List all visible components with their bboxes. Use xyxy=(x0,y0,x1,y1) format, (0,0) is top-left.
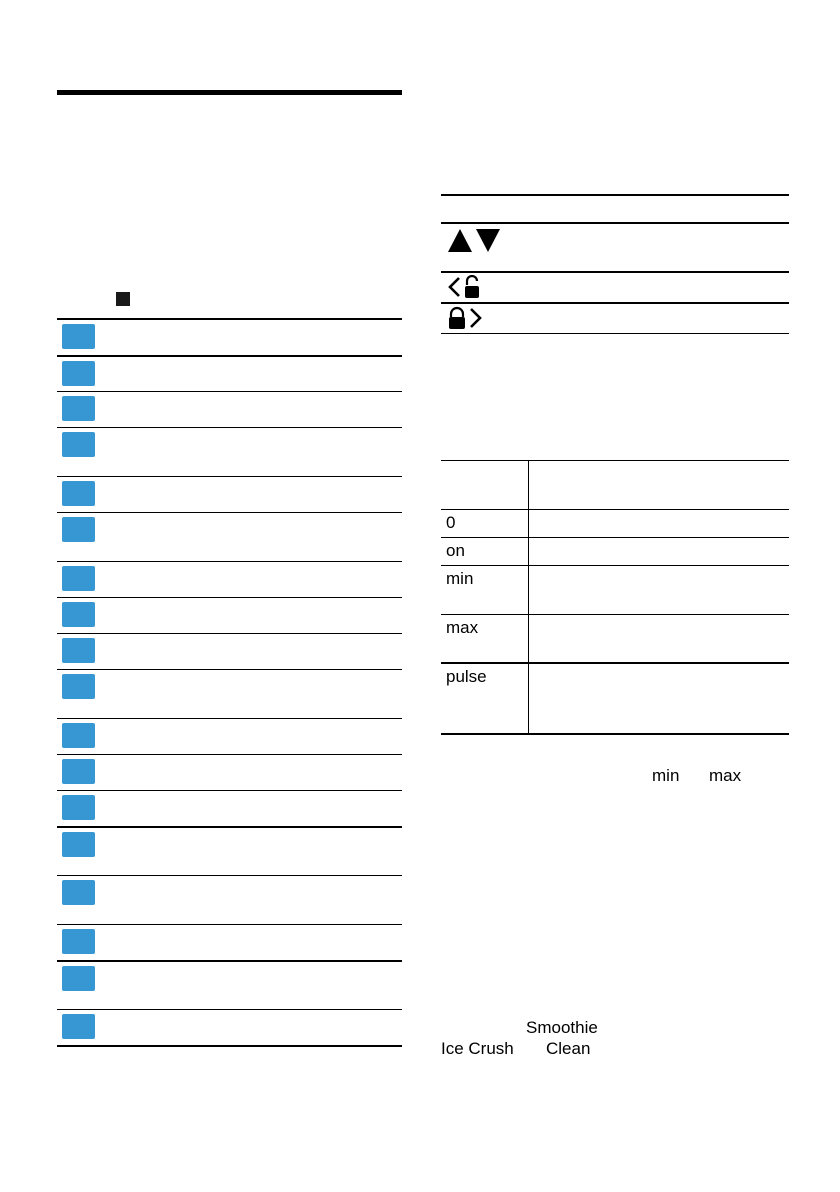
keyword-ice-crush: Ice Crush xyxy=(441,1039,514,1058)
number-badge xyxy=(62,481,95,506)
setting-term: max xyxy=(446,618,479,637)
table-row xyxy=(57,826,402,875)
table-row xyxy=(57,561,402,597)
table-row xyxy=(441,224,789,273)
setting-term: 0 xyxy=(446,513,456,532)
number-badge xyxy=(62,759,95,784)
speed-settings-table xyxy=(441,460,789,735)
unlock-icon xyxy=(445,275,485,301)
table-row xyxy=(441,304,789,334)
number-badge xyxy=(62,517,95,542)
number-badge xyxy=(62,1014,95,1039)
table-row xyxy=(57,790,402,826)
number-badge xyxy=(62,602,95,627)
number-badge xyxy=(62,723,95,748)
table-row xyxy=(57,320,402,355)
number-badge xyxy=(62,324,95,349)
keyword-max: max xyxy=(709,766,742,785)
number-badge xyxy=(62,795,95,820)
symbols-table xyxy=(441,222,789,334)
table-row xyxy=(57,875,402,924)
number-badge xyxy=(62,432,95,457)
table-row xyxy=(441,273,789,304)
keyword-clean: Clean xyxy=(546,1039,591,1058)
table-row xyxy=(57,355,402,391)
table-row xyxy=(441,615,789,664)
table-row xyxy=(441,461,789,510)
lock-icon xyxy=(445,306,485,332)
table-row xyxy=(57,512,402,561)
table-row xyxy=(57,924,402,960)
keyword-min: min xyxy=(652,766,680,785)
table-row xyxy=(57,633,402,669)
number-badge xyxy=(62,396,95,421)
table-row xyxy=(441,538,789,566)
number-badge xyxy=(62,638,95,663)
table-row xyxy=(57,391,402,427)
setting-term: min xyxy=(446,569,474,588)
number-badge xyxy=(62,566,95,591)
number-badge xyxy=(62,832,95,857)
table-row xyxy=(441,510,789,538)
section-title-bar xyxy=(57,90,402,95)
up-down-triangles-icon xyxy=(445,226,501,254)
number-badge xyxy=(62,929,95,954)
keyword-smoothie: Smoothie xyxy=(526,1018,598,1037)
table-row xyxy=(57,597,402,633)
number-badge xyxy=(62,361,95,386)
setting-term: pulse xyxy=(446,667,487,686)
table-row xyxy=(57,1009,402,1045)
table-row xyxy=(441,566,789,615)
table-row xyxy=(441,664,789,735)
filled-square-icon xyxy=(116,292,130,306)
setting-term: on xyxy=(446,541,465,560)
number-badge xyxy=(62,880,95,905)
table-row xyxy=(57,960,402,1009)
table-header-rule xyxy=(441,194,789,196)
table-row xyxy=(57,754,402,790)
table-row xyxy=(57,718,402,754)
table-row xyxy=(57,427,402,476)
table-row xyxy=(57,669,402,718)
table-row xyxy=(57,476,402,512)
number-badge xyxy=(62,966,95,991)
components-table xyxy=(57,318,402,1047)
number-badge xyxy=(62,674,95,699)
